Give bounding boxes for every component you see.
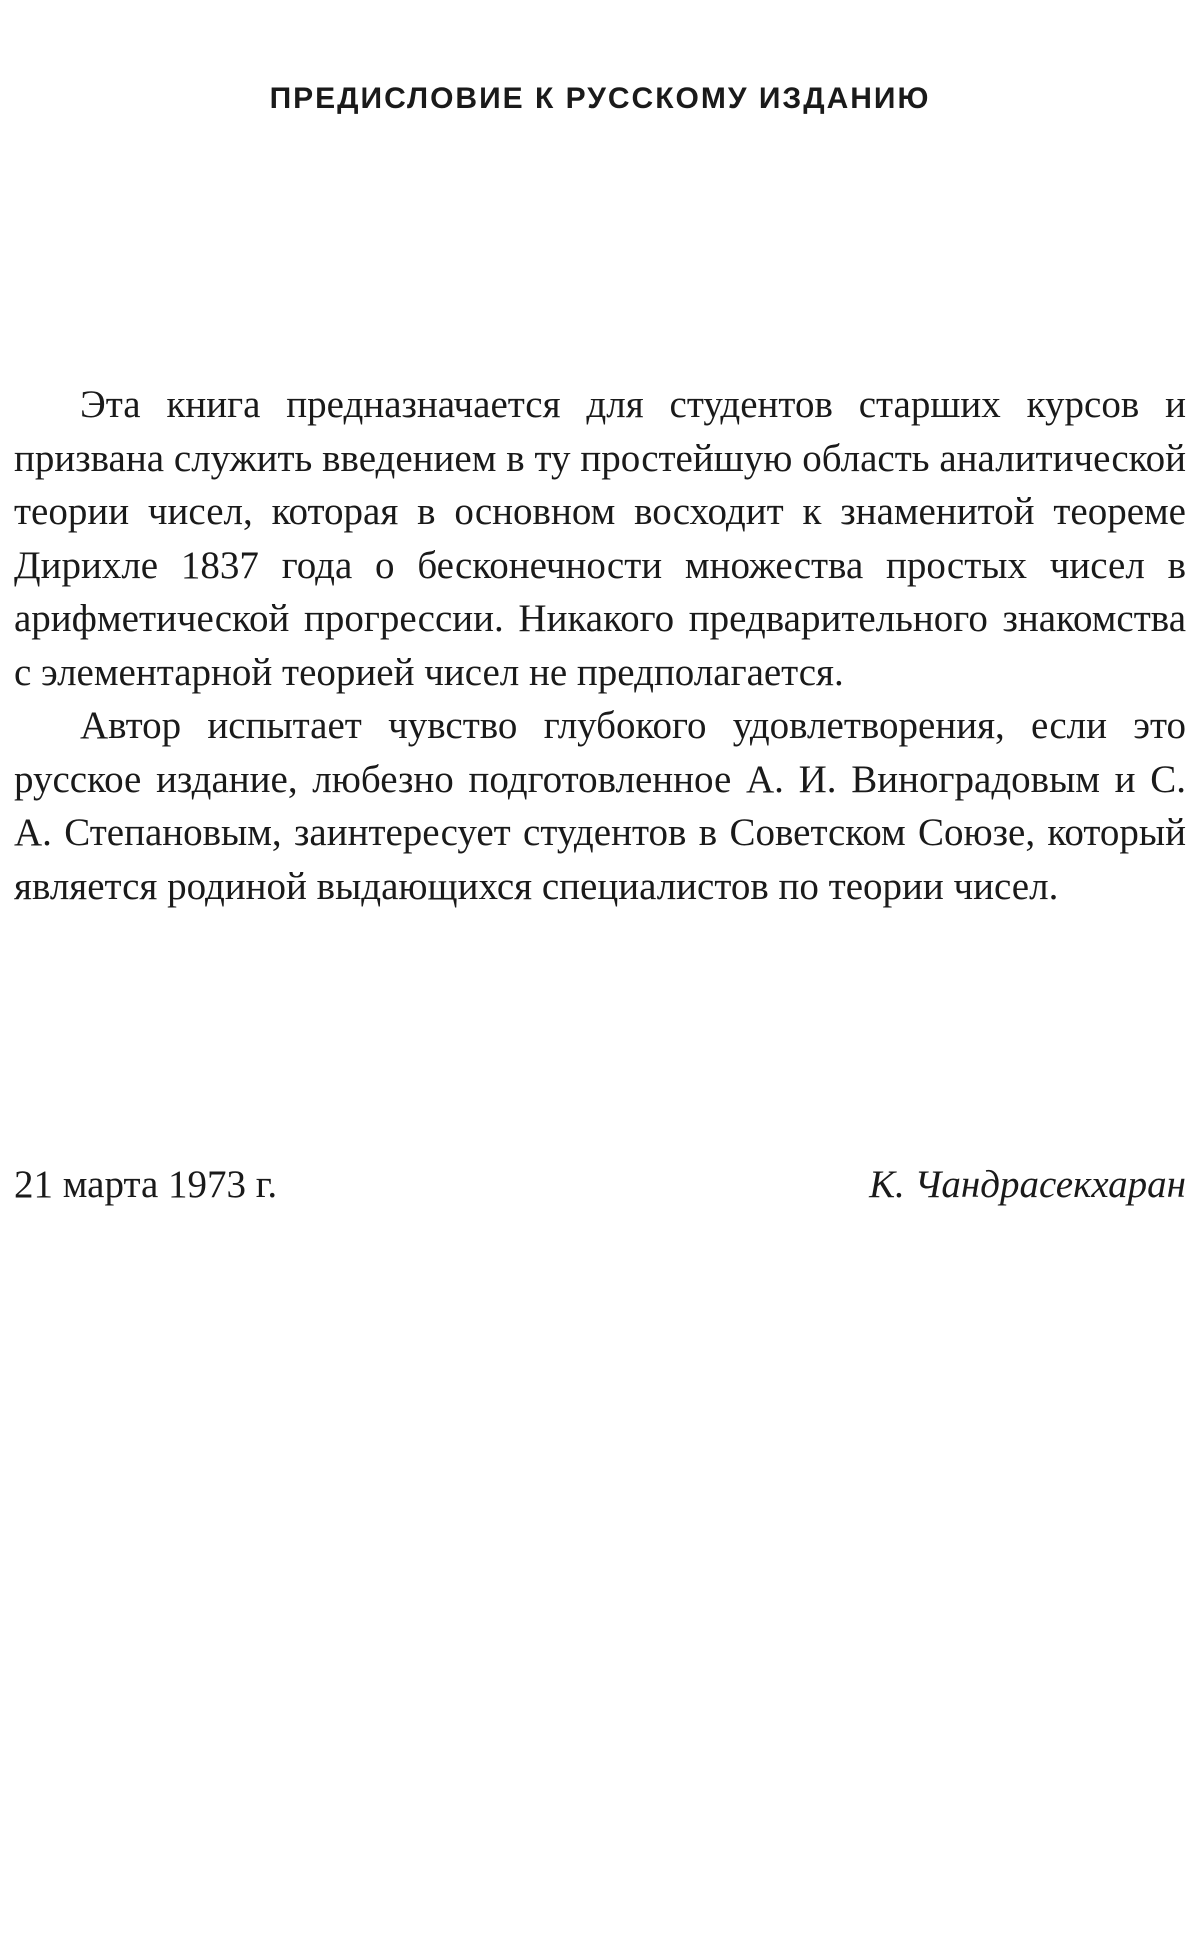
preface-body (14, 378, 1186, 913)
preface-date: 21 марта 1973 г. (14, 1163, 278, 1206)
preface-footer (14, 1158, 1186, 1211)
paragraph-2: Автор испытает чувство глубокого удовлетворения, если это русское издание, любезно подготовленное А. И. Виноградовым и С. А. Степановым, заинтересует студентов в Советском Союзе, который является родиной выдающихся специалистов по теории чисел. (14, 704, 1186, 908)
paragraph-1: Эта книга предназначается для студентов старших курсов и призвана служить введением в ту простейшую область аналитической теории чисел, которая в основном восходит к знаменитой теореме Дирихле 1837 года о бесконечности множества простых чисел в арифметической прогрессии. Никакого предварительного знакомства с элементарной теорией чисел не предполагается. (14, 383, 1186, 694)
page-title: ПРЕДИСЛОВИЕ К РУССКОМУ ИЗДАНИЮ (269, 82, 931, 115)
author-signature: К. Чандрасекхаран (869, 1163, 1186, 1206)
